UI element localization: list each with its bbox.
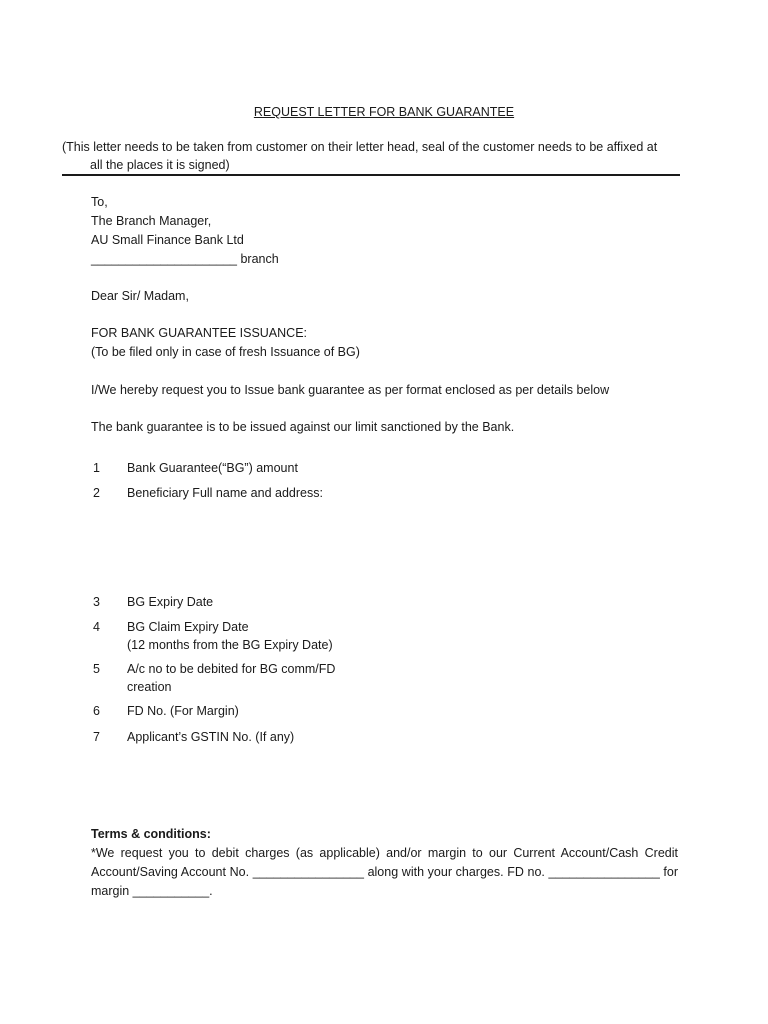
item-label: Beneficiary Full name and address:	[127, 486, 323, 500]
address-bank: AU Small Finance Bank Ltd	[91, 233, 244, 247]
item-number: 7	[93, 730, 100, 744]
address-manager: The Branch Manager,	[91, 214, 212, 228]
address-to: To,	[91, 195, 108, 209]
item-number: 2	[93, 486, 100, 500]
item-label: BG Expiry Date	[127, 595, 214, 609]
header-divider	[62, 174, 680, 176]
salutation: Dear Sir/ Madam,	[91, 289, 189, 303]
limit-statement: The bank guarantee is to be issued against our limit sanctioned by the Bank.	[91, 420, 515, 434]
request-statement: I/We hereby request you to Issue bank guarantee as per format enclosed as per details below	[91, 383, 610, 397]
item-number: 6	[93, 704, 100, 718]
terms-body: *We request you to debit charges (as applicable) and/or margin to our Current Account/Cash Credit Account/Saving Account No. ________________ along with your charges. FD no. ________________ for margin ___________.	[91, 846, 678, 898]
item-label: BG Claim Expiry Date	[127, 620, 249, 634]
letter-title: REQUEST LETTER FOR BANK GUARANTEE	[253, 105, 515, 119]
item-number: 5	[93, 662, 100, 676]
terms-section	[91, 825, 678, 901]
item-sublabel: (12 months from the BG Expiry Date)	[127, 638, 333, 652]
item-label: A/c no to be debited for BG comm/FD	[127, 662, 336, 676]
terms-heading: Terms & conditions:	[91, 827, 211, 841]
item-label: FD No. (For Margin)	[127, 704, 239, 718]
item-number: 4	[93, 620, 100, 634]
instruction-note-line1: (This letter needs to be taken from customer on their letter head, seal of the customer needs to be affixed at	[62, 140, 658, 154]
item-sublabel: creation	[127, 680, 172, 694]
instruction-note	[62, 138, 678, 174]
item-number: 3	[93, 595, 100, 609]
item-label: Bank Guarantee(“BG”) amount	[127, 461, 298, 475]
instruction-note-line2: all the places it is signed)	[90, 158, 230, 172]
item-label: Applicant’s GSTIN No. (If any)	[127, 730, 295, 744]
section-note: (To be filed only in case of fresh Issuance of BG)	[91, 345, 360, 359]
section-heading: FOR BANK GUARANTEE ISSUANCE:	[91, 326, 308, 340]
item-number: 1	[93, 461, 100, 475]
address-branch: _____________________ branch	[91, 252, 279, 266]
